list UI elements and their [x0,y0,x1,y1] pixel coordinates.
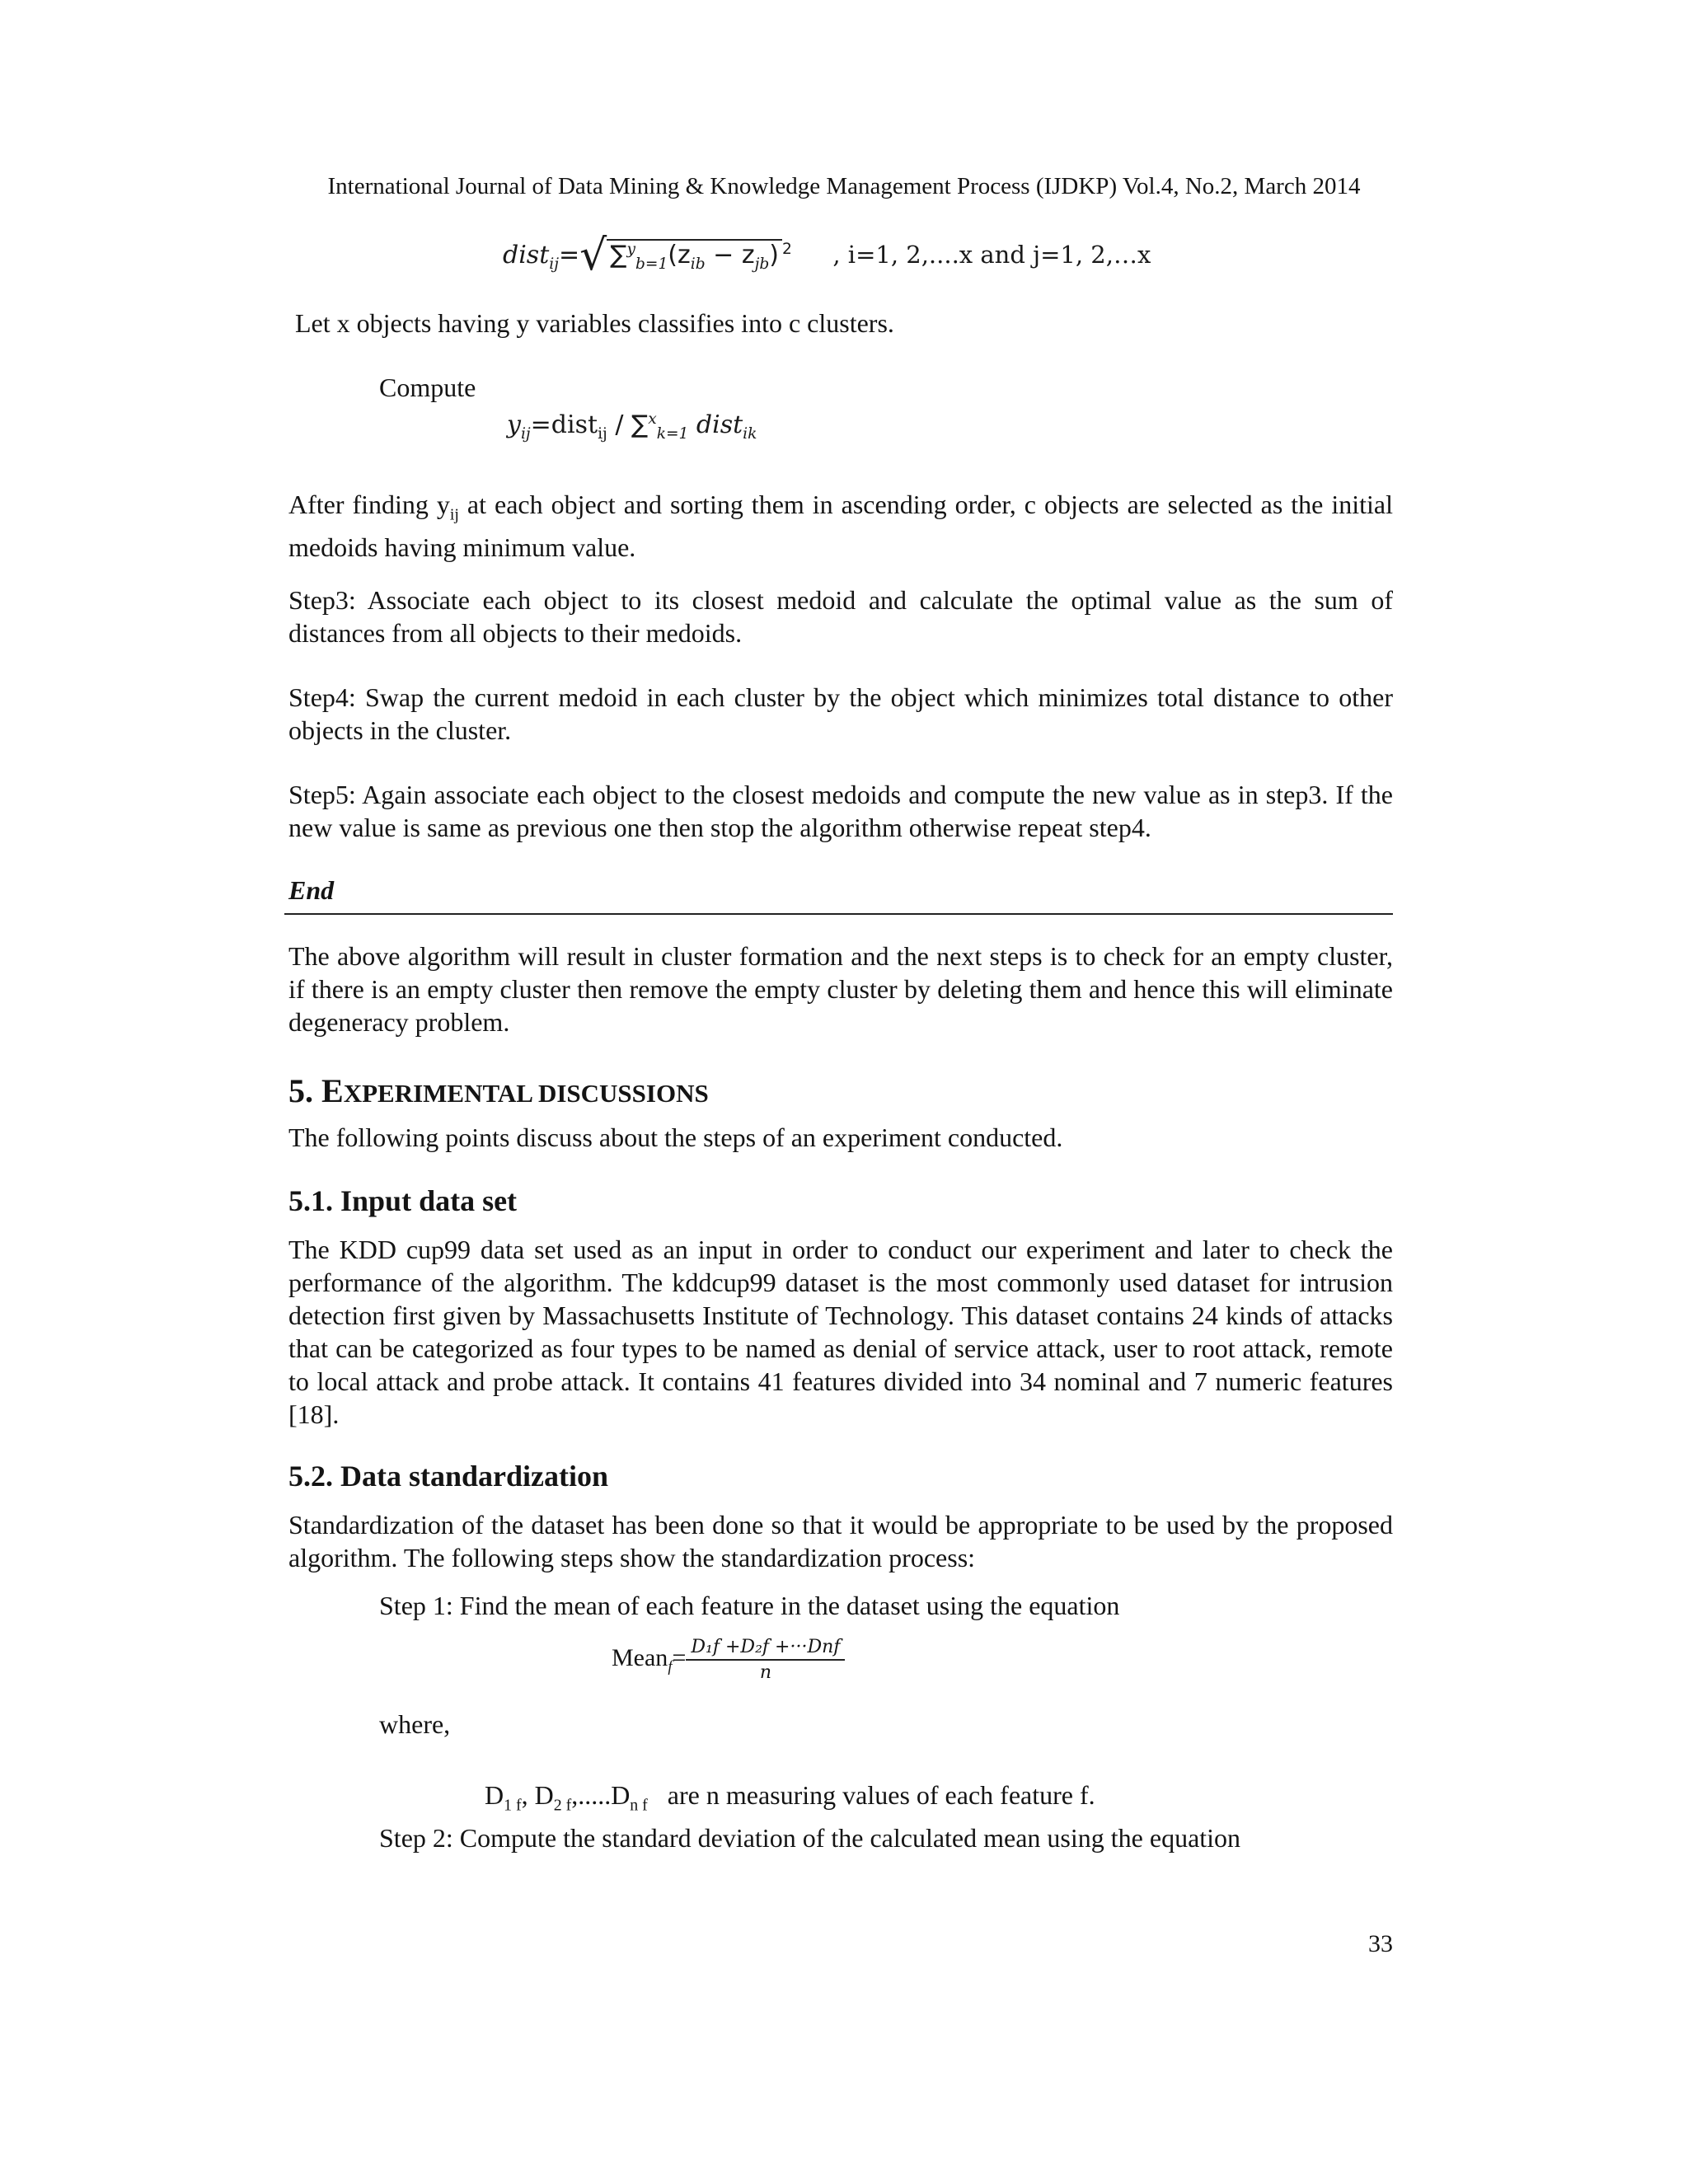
sqrt-symbol: √ [579,231,607,280]
step-1-text: Step 1: Find the mean of each feature in the dataset using the equation [379,1591,1120,1620]
eq-dist-lhs: dist [503,241,550,269]
eq-mean-denominator: n [759,1662,771,1683]
eq-y-mid-sub: ij [598,425,607,443]
eq-dist-range: , i=1, 2,....x and j=1, 2,…x [832,241,1151,269]
section-5-first-letter: E [321,1072,344,1109]
eq-dist-power: 2 [781,241,792,258]
after-finding-b: at each object and sorting them in ascending order, c objects are selected as the initial medoids having minimum value. [288,490,1394,563]
eq-y-term: dist [688,410,743,439]
running-header: International Journal of Data Mining & Knowledge Management Process (IJDKP) Vol.4, No.2, March 2014 [327,173,1361,199]
eq-dist-sum-sup: y [626,241,635,258]
eq-dist-minus: − z [705,241,755,269]
section-5-rest: XPERIMENTAL DISCUSSIONS [343,1079,709,1108]
where-definition [471,1746,1095,1821]
where-dn-sub: n f [630,1796,648,1815]
eq-mean-fraction [686,1637,845,1683]
sqrt-radicand: $\sum^y_{b=1}(z_{ib} - z_{jb})$ [607,239,782,273]
where-label: where, [379,1709,451,1739]
eq-dist-term: (z [668,241,691,269]
eq-mean-lhs: Mean [612,1643,668,1671]
paragraph-kdd-dataset: The KDD cup99 data set used as an input in order to conduct our experiment and later to check the performance of the algorithm. The kddcup99 dataset is the most commonly used dataset for intrusion detection first given by Massachusetts Institute of Technology. This dataset contains 24 kinds of attacks that can be categorized as four types to be named as denial of service attack, user to root attack, remote to local attack and probe attack. It contains 41 features divided into 34 nominal and 7 numeric features [18]. [288,1235,1393,1429]
compute-label: Compute [379,373,476,402]
page-number: 33 [1368,1930,1393,1957]
eq-mean-eq: = [672,1643,687,1671]
eq-y-slash: / [607,410,631,439]
section-5-number: 5. [288,1072,321,1109]
eq-y-term-sub: ik [743,425,757,443]
equation-y: $y_{ij}=dist_{ij} / \sum^x_{k=1}$ dist$_{ik}$ [507,410,757,443]
section-5-heading [288,1071,709,1110]
where-desc: are n measuring values of each feature f. [647,1780,1095,1810]
paragraph-let-x-objects: Let x objects having y variables classifies into c clusters. [295,308,894,338]
eq-y-sum-sup: x [648,410,657,428]
where-d1: D [485,1780,504,1810]
eq-dist-close: ) [769,241,779,269]
end-label: End [288,875,335,905]
where-d2-sub: 2 f [553,1796,572,1815]
after-finding-sub: ij [449,505,459,524]
horizontal-rule [284,913,1393,915]
where-d2: , D [521,1780,554,1810]
eq-dist-sum-sub: b=1 [635,255,668,273]
paragraph-after-finding [288,488,1393,564]
eq-dist-z1-sub: ib [690,255,706,273]
paragraph-standardization: Standardization of the dataset has been done so that it would be appropriate to be used by the proposed algorithm. The following steps show the standardization process: [288,1510,1393,1572]
section-5-1-heading: 5.1. Input data set [288,1184,518,1217]
eq-y-lhs-sub: ij [520,425,531,443]
eq-y-lhs: y [507,410,521,439]
paragraph-step3: Step3: Associate each object to its closest medoid and calculate the optimal value as the sum of distances from all objects to their medoids. [288,585,1393,648]
paragraph-step5: Step5: Again associate each object to the closest medoids and compute the new value as in step3. If the new value is same as previous one then stop the algorithm otherwise repeat step4. [288,780,1393,842]
section-5-2-heading: 5.2. Data standardization [288,1460,609,1493]
equation-mean [612,1637,845,1683]
equation-distance: dist$_{ij}$=√ $\sum^y_{b=1}(z_{ib} - z_{jb})$ $^2$ , i=1, 2,....x and j=1, 2,…x [503,231,1151,280]
eq-dist-z2-sub: jb [754,255,770,273]
after-finding-a: After finding y [288,490,450,519]
paragraph-step4: Step4: Swap the current medoid in each cluster by the object which minimizes total distance to other objects in the cluster. [288,682,1393,745]
eq-dist-lhs-sub: ij [549,255,559,273]
eq-mean-lhs-sub: f [668,1657,673,1675]
where-d1-sub: 1 f [504,1796,522,1815]
eq-y-sum-sub: k=1 [656,425,689,443]
eq-y-mid: =dist [530,410,598,439]
where-dn: ,.....D [571,1780,631,1810]
eq-mean-numerator: D₁f +D₂f +···Dnf [686,1637,845,1661]
paragraph-following-points: The following points discuss about the steps of an experiment conducted. [288,1122,1063,1152]
paragraph-above-algorithm: The above algorithm will result in cluster formation and the next steps is to check for an empty cluster, if there is an empty cluster then remove the empty cluster by deleting them and hence this will eliminate degeneracy problem. [288,941,1393,1037]
step-2-text: Step 2: Compute the standard deviation of the calculated mean using the equation [379,1823,1241,1853]
